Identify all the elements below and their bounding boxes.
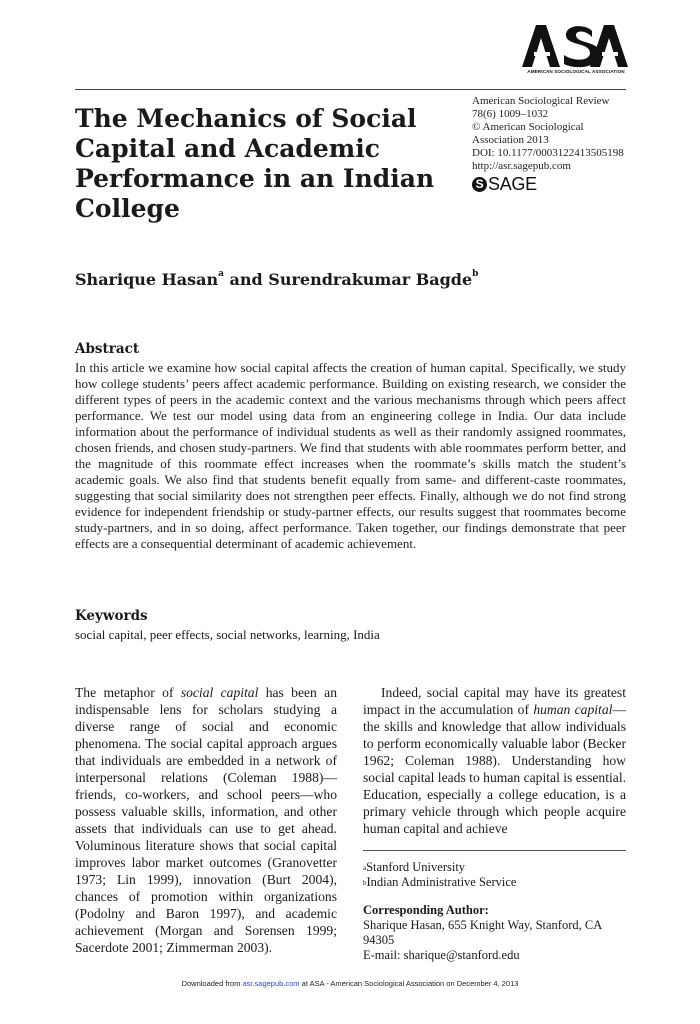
- journal-url[interactable]: http://asr.sagepub.com: [472, 160, 571, 172]
- affiliation-text: Indian Administrative Service: [366, 875, 517, 889]
- body-text: has been an indispensable lens for scholars studying a diverse range of social and economic phenomena. The social capital approach argues that individuals are embedded in a network of interpersonal relations (Coleman 1988)—friends, co-workers, and school peers—who possess valuable skills, information, and other assets that individuals can use to get ahead. Voluminous literature shows that social capital improves labor market outcomes (Granovetter 1973; Lin 1999), innovation (Burt 2004), chances of promotion within organizations (Podolny and Baron 1997), and academic achievement (Morgan and Sorensen 1999; Sacerdote 2001; Zimmerman 2003).: [75, 685, 337, 955]
- author-connector: and: [223, 270, 269, 289]
- abstract-heading: Abstract: [75, 341, 140, 357]
- download-suffix: at ASA - American Sociological Association on December 4, 2013: [299, 979, 519, 988]
- body-emphasis: human capital: [533, 702, 613, 717]
- journal-name: American Sociological Review: [472, 95, 610, 107]
- affiliation-marker: b: [472, 269, 479, 279]
- abstract-text: In this article we examine how social capital affects the creation of human capital. Specifically, we study how college students’ peers affect academic performance. Building on existing research, we consider the different types of peers in the academic context and the various mechanisms through which peers affect performance. We test our model using data from an engineering college in India. Our data include information about the performance of individual students as well as their randomly assigned roommates, chosen friends, and chosen study-partners. We find that students with able roommates perform better, and the magnitude of this roommate effect increases when the roommate’s skills match the student’s academic goals. We also find that students benefit equally from same- and different-caste roommates, suggesting that social similarity does not strengthen peer effects. Finally, although we do not find strong evidence for independent friendship or study-partner effects, our results suggest that roommates become study-partners, and in so doing, affect performance. Taken together, our findings demonstrate that peer effects are a consequential determinant of academic achievement.: [75, 360, 626, 551]
- body-column-right: [363, 684, 626, 837]
- header-rule: [75, 89, 626, 90]
- body-text: The metaphor of: [75, 685, 181, 700]
- keywords-heading: Keywords: [75, 608, 148, 624]
- download-link[interactable]: asr.sagepub.com: [242, 979, 300, 988]
- author-line: [75, 268, 575, 292]
- download-prefix: Downloaded from: [181, 979, 243, 988]
- author-name: Surendrakumar Bagde: [268, 270, 473, 289]
- affiliations: [363, 860, 626, 890]
- asa-logo: [520, 22, 630, 80]
- logo-subtitle: AMERICAN SOCIOLOGICAL ASSOCIATION: [527, 69, 625, 74]
- body-column-left: [75, 684, 337, 956]
- article-title: The Mechanics of Social Capital and Academic Performance in an Indian College: [75, 104, 435, 223]
- affiliation-marker: a: [363, 864, 367, 872]
- sage-logo-icon: S: [472, 177, 487, 192]
- affiliation-marker: b: [363, 879, 367, 887]
- corresponding-author: [363, 903, 626, 963]
- copyright-line: © American Sociological: [472, 121, 584, 133]
- body-text: Indeed, social capital may have its greatest impact in the accumulation of: [363, 685, 626, 717]
- copyright-year: Association 2013: [472, 134, 549, 146]
- doi[interactable]: DOI: 10.1177/0003122413505198: [472, 147, 624, 159]
- affiliation-marker: a: [218, 269, 224, 279]
- body-emphasis: social capital: [180, 685, 259, 700]
- corresponding-label: Corresponding Author:: [363, 903, 489, 917]
- corresponding-email[interactable]: E-mail: sharique@stanford.edu: [363, 948, 520, 962]
- corresponding-address: Sharique Hasan, 655 Knight Way, Stanford, CA: [363, 918, 603, 932]
- asa-logo-icon: [520, 22, 630, 68]
- footnote-rule: [363, 850, 626, 851]
- download-notice: [0, 979, 700, 988]
- corresponding-address-zip: 94305: [363, 933, 395, 947]
- sage-logo: [472, 174, 537, 194]
- author-name: Sharique Hasan: [75, 270, 219, 289]
- journal-volume: 78(6) 1009–1032: [472, 108, 549, 120]
- affiliation-a: [363, 860, 626, 875]
- sage-wordmark: SAGE: [488, 173, 537, 194]
- journal-info: [472, 95, 632, 173]
- affiliation-b: [363, 875, 626, 890]
- affiliation-text: Stanford University: [366, 860, 466, 874]
- keywords-text: social capital, peer effects, social networks, learning, India: [75, 627, 380, 642]
- body-text: —the skills and knowledge that allow individuals to perform economically valuable labor (Becker 1962; Coleman 1988). Understanding how social capital leads to human capital is essential. Education, especially a college education, is a primary vehicle through which people acquire human capital and achieve: [363, 702, 626, 836]
